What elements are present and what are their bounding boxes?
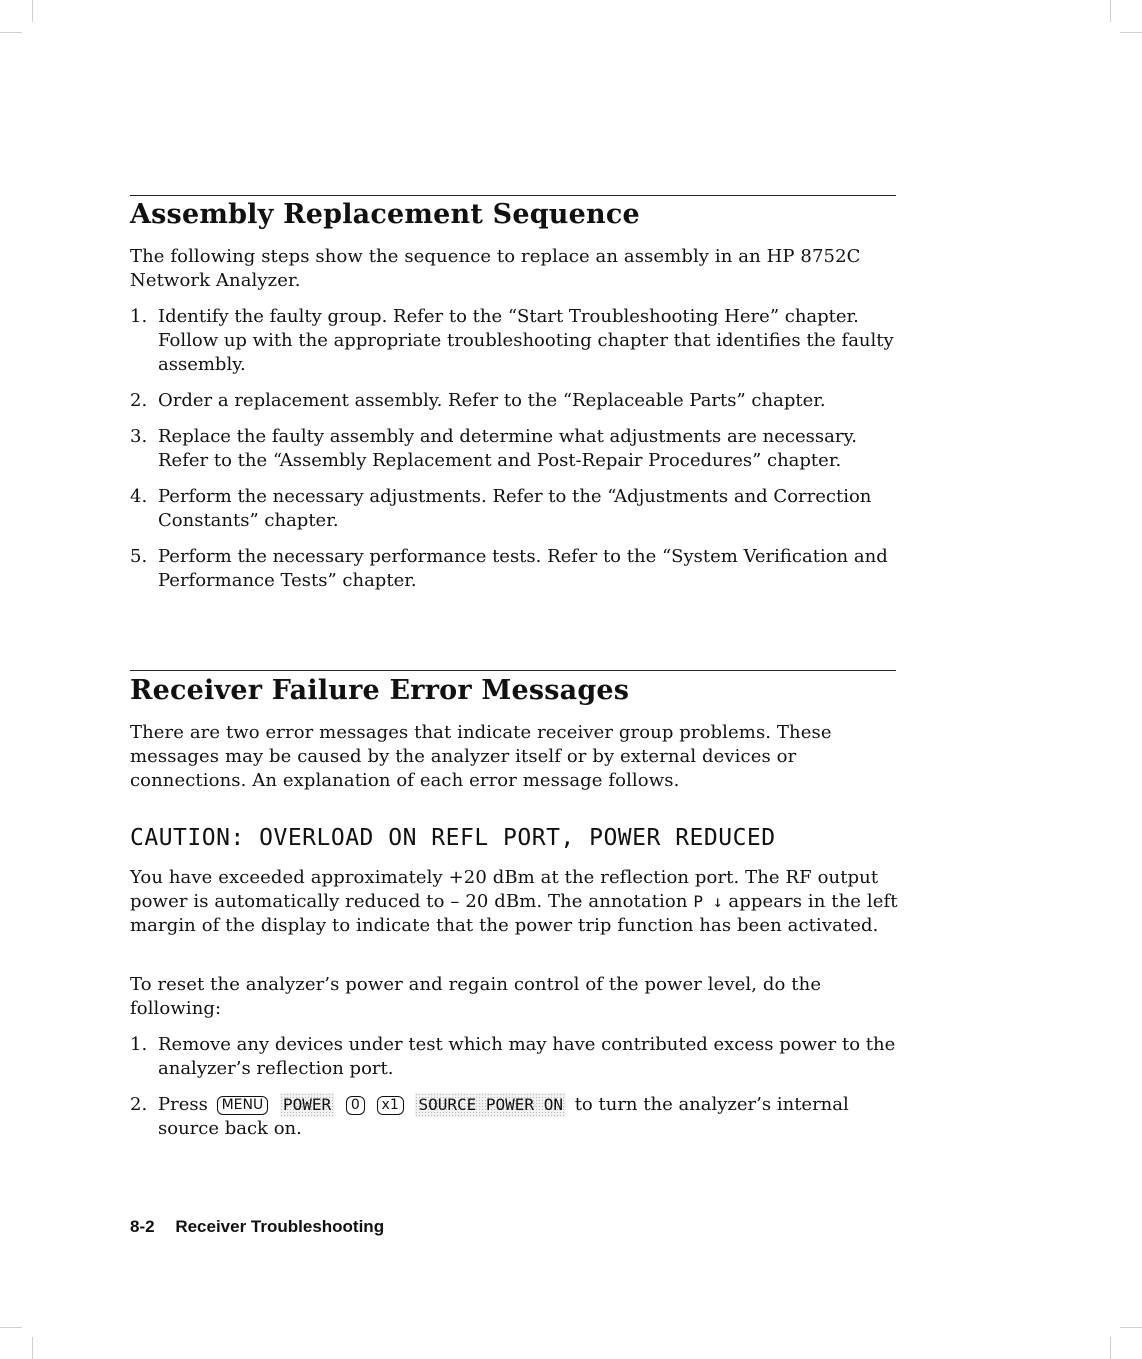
zero-key: 0: [346, 1096, 365, 1115]
page-footer: [130, 1217, 384, 1237]
crop-mark: [0, 1327, 22, 1328]
step-text: Identify the faulty group. Refer to the “Start Troubleshooting Here” chapter. Follow up with the appropriate troubleshooting chapter that identifies the faulty assembly.: [158, 306, 894, 375]
step-text: Replace the faulty assembly and determine what adjustments are necessary. Refer to the “Assembly Replacement and Post-Repair Procedures” chapter.: [158, 426, 857, 471]
reset-instructions: To reset the analyzer’s power and regain control of the power level, do the following:: [130, 974, 822, 1019]
section-heading-assembly-replacement: Assembly Replacement Sequence: [130, 199, 640, 230]
reset-steps-list: [130, 1033, 900, 1153]
list-item: [130, 1033, 900, 1081]
list-item: [130, 305, 900, 377]
crop-mark: [32, 0, 33, 22]
power-trip-annotation: P ↓: [693, 892, 723, 911]
step-number: 4.: [130, 486, 148, 507]
step-text: Remove any devices under test which may have contributed excess power to the analyzer’s reflection port.: [158, 1034, 896, 1079]
step-text: Press: [158, 1094, 208, 1115]
crop-mark: [1120, 1327, 1142, 1328]
step-number: 2.: [130, 390, 148, 411]
list-item: [130, 425, 900, 473]
crop-mark: [1120, 32, 1142, 33]
menu-key: MENU: [217, 1096, 269, 1115]
caution-heading: CAUTION: OVERLOAD ON REFL PORT, POWER REDUCED: [130, 825, 776, 851]
list-item: [130, 389, 900, 413]
section-rule: [130, 195, 896, 196]
crop-mark: [32, 1337, 33, 1359]
step-number: 5.: [130, 546, 148, 567]
crop-mark: [1110, 1337, 1111, 1359]
caution-paragraph: [130, 866, 900, 938]
list-item: [130, 1093, 900, 1141]
step-text: Perform the necessary adjustments. Refer to the “Adjustments and Correction Constants” chapter.: [158, 486, 872, 531]
step-text: to turn the analyzer’s internal source back on.: [158, 1094, 849, 1139]
section-heading-receiver-failure: Receiver Failure Error Messages: [130, 675, 630, 706]
list-item: [130, 545, 900, 593]
chapter-title: Receiver Troubleshooting: [175, 1217, 385, 1236]
step-text: Order a replacement assembly. Refer to the “Replaceable Parts” chapter.: [158, 390, 826, 411]
caution-text-a: You have exceeded approximately +20 dBm at the reflection port. The RF output power is automatically reduced to – 20 dBm. The annotation: [130, 867, 879, 912]
page-number: 8-2: [130, 1217, 155, 1236]
crop-mark: [1110, 0, 1111, 22]
step-number: 1.: [130, 306, 148, 327]
assembly-steps-list: [130, 305, 900, 605]
list-item: [130, 485, 900, 533]
x1-key: x1: [377, 1096, 404, 1115]
source-power-on-softkey: SOURCE POWER ON: [415, 1093, 566, 1117]
section-rule: [130, 670, 896, 671]
crop-mark: [0, 32, 22, 33]
power-softkey: POWER: [280, 1093, 334, 1117]
assembly-intro: The following steps show the sequence to replace an assembly in an HP 8752C Network Analyzer.: [130, 246, 861, 291]
receiver-intro: There are two error messages that indicate receiver group problems. These messages may be caused by the analyzer itself or by external devices or connections. An explanation of each error message follows.: [130, 722, 832, 791]
step-number: 2.: [130, 1094, 148, 1115]
caution-text-b: appears in the left margin of the display to indicate that the power trip function has been activated.: [130, 891, 898, 936]
step-number: 3.: [130, 426, 148, 447]
step-text: Perform the necessary performance tests. Refer to the “System Verification and Performance Tests” chapter.: [158, 546, 888, 591]
step-number: 1.: [130, 1034, 148, 1055]
